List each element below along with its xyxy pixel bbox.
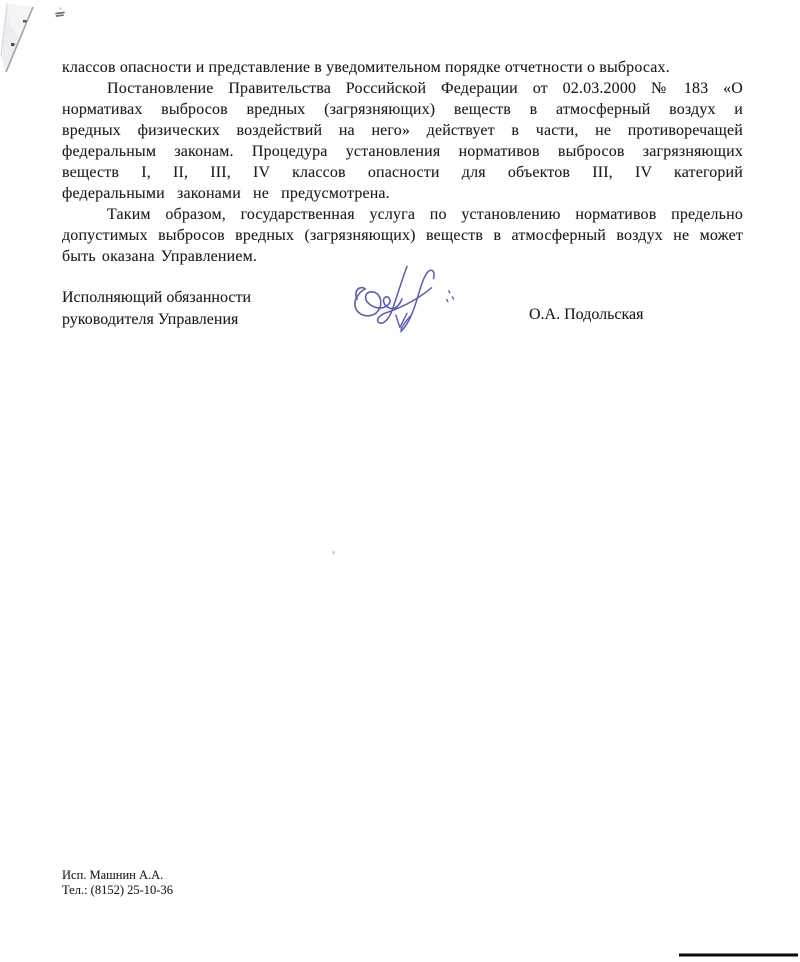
page-corner-fold-artifact [0,0,40,78]
letter-body [62,57,743,267]
dust-speck-artifact [332,551,335,554]
executor-name: Исп. Машнин А.А. [62,868,164,882]
executor-info [62,868,173,897]
signer-position-line2: руководителя Управления [62,310,239,328]
signer-position-line1: Исполняющий обязанности [62,289,252,306]
executor-phone: Тел.: (8152) 25-10-36 [62,882,173,897]
paragraph-decree: Постановление Правительства Российской Федерации от 02.03.2000 № 183 «О нормативах выбросов вредных (загрязняющих) веществ в атмосферный воздух и вредных физических воздействий на него» действует в части, не противоречащей федеральным законам. Процедура установления нормативов выбросов загрязняющих веществ I, II, III, IV классов опасности для объектов III, IV категорий федеральными законами не предусмотрена. [62,80,743,202]
handwritten-signature [350,265,460,335]
ink-smudge-artifact [53,6,69,22]
signer-name: О.А. Подольская [529,306,644,323]
paragraph-conclusion: Таким образом, государственная услуга по установлению нормативов предельно допустимых выбросов вредных (загрязняющих) веществ в атмосферный воздух не может быть оказана Управлением. [62,206,743,265]
bottom-edge-rule [679,953,798,957]
signature-strokes [355,266,453,331]
signer-position [62,287,251,330]
paragraph-continuation: классов опасности и представление в уведомительном порядке отчетности о выбросах. [62,59,670,76]
